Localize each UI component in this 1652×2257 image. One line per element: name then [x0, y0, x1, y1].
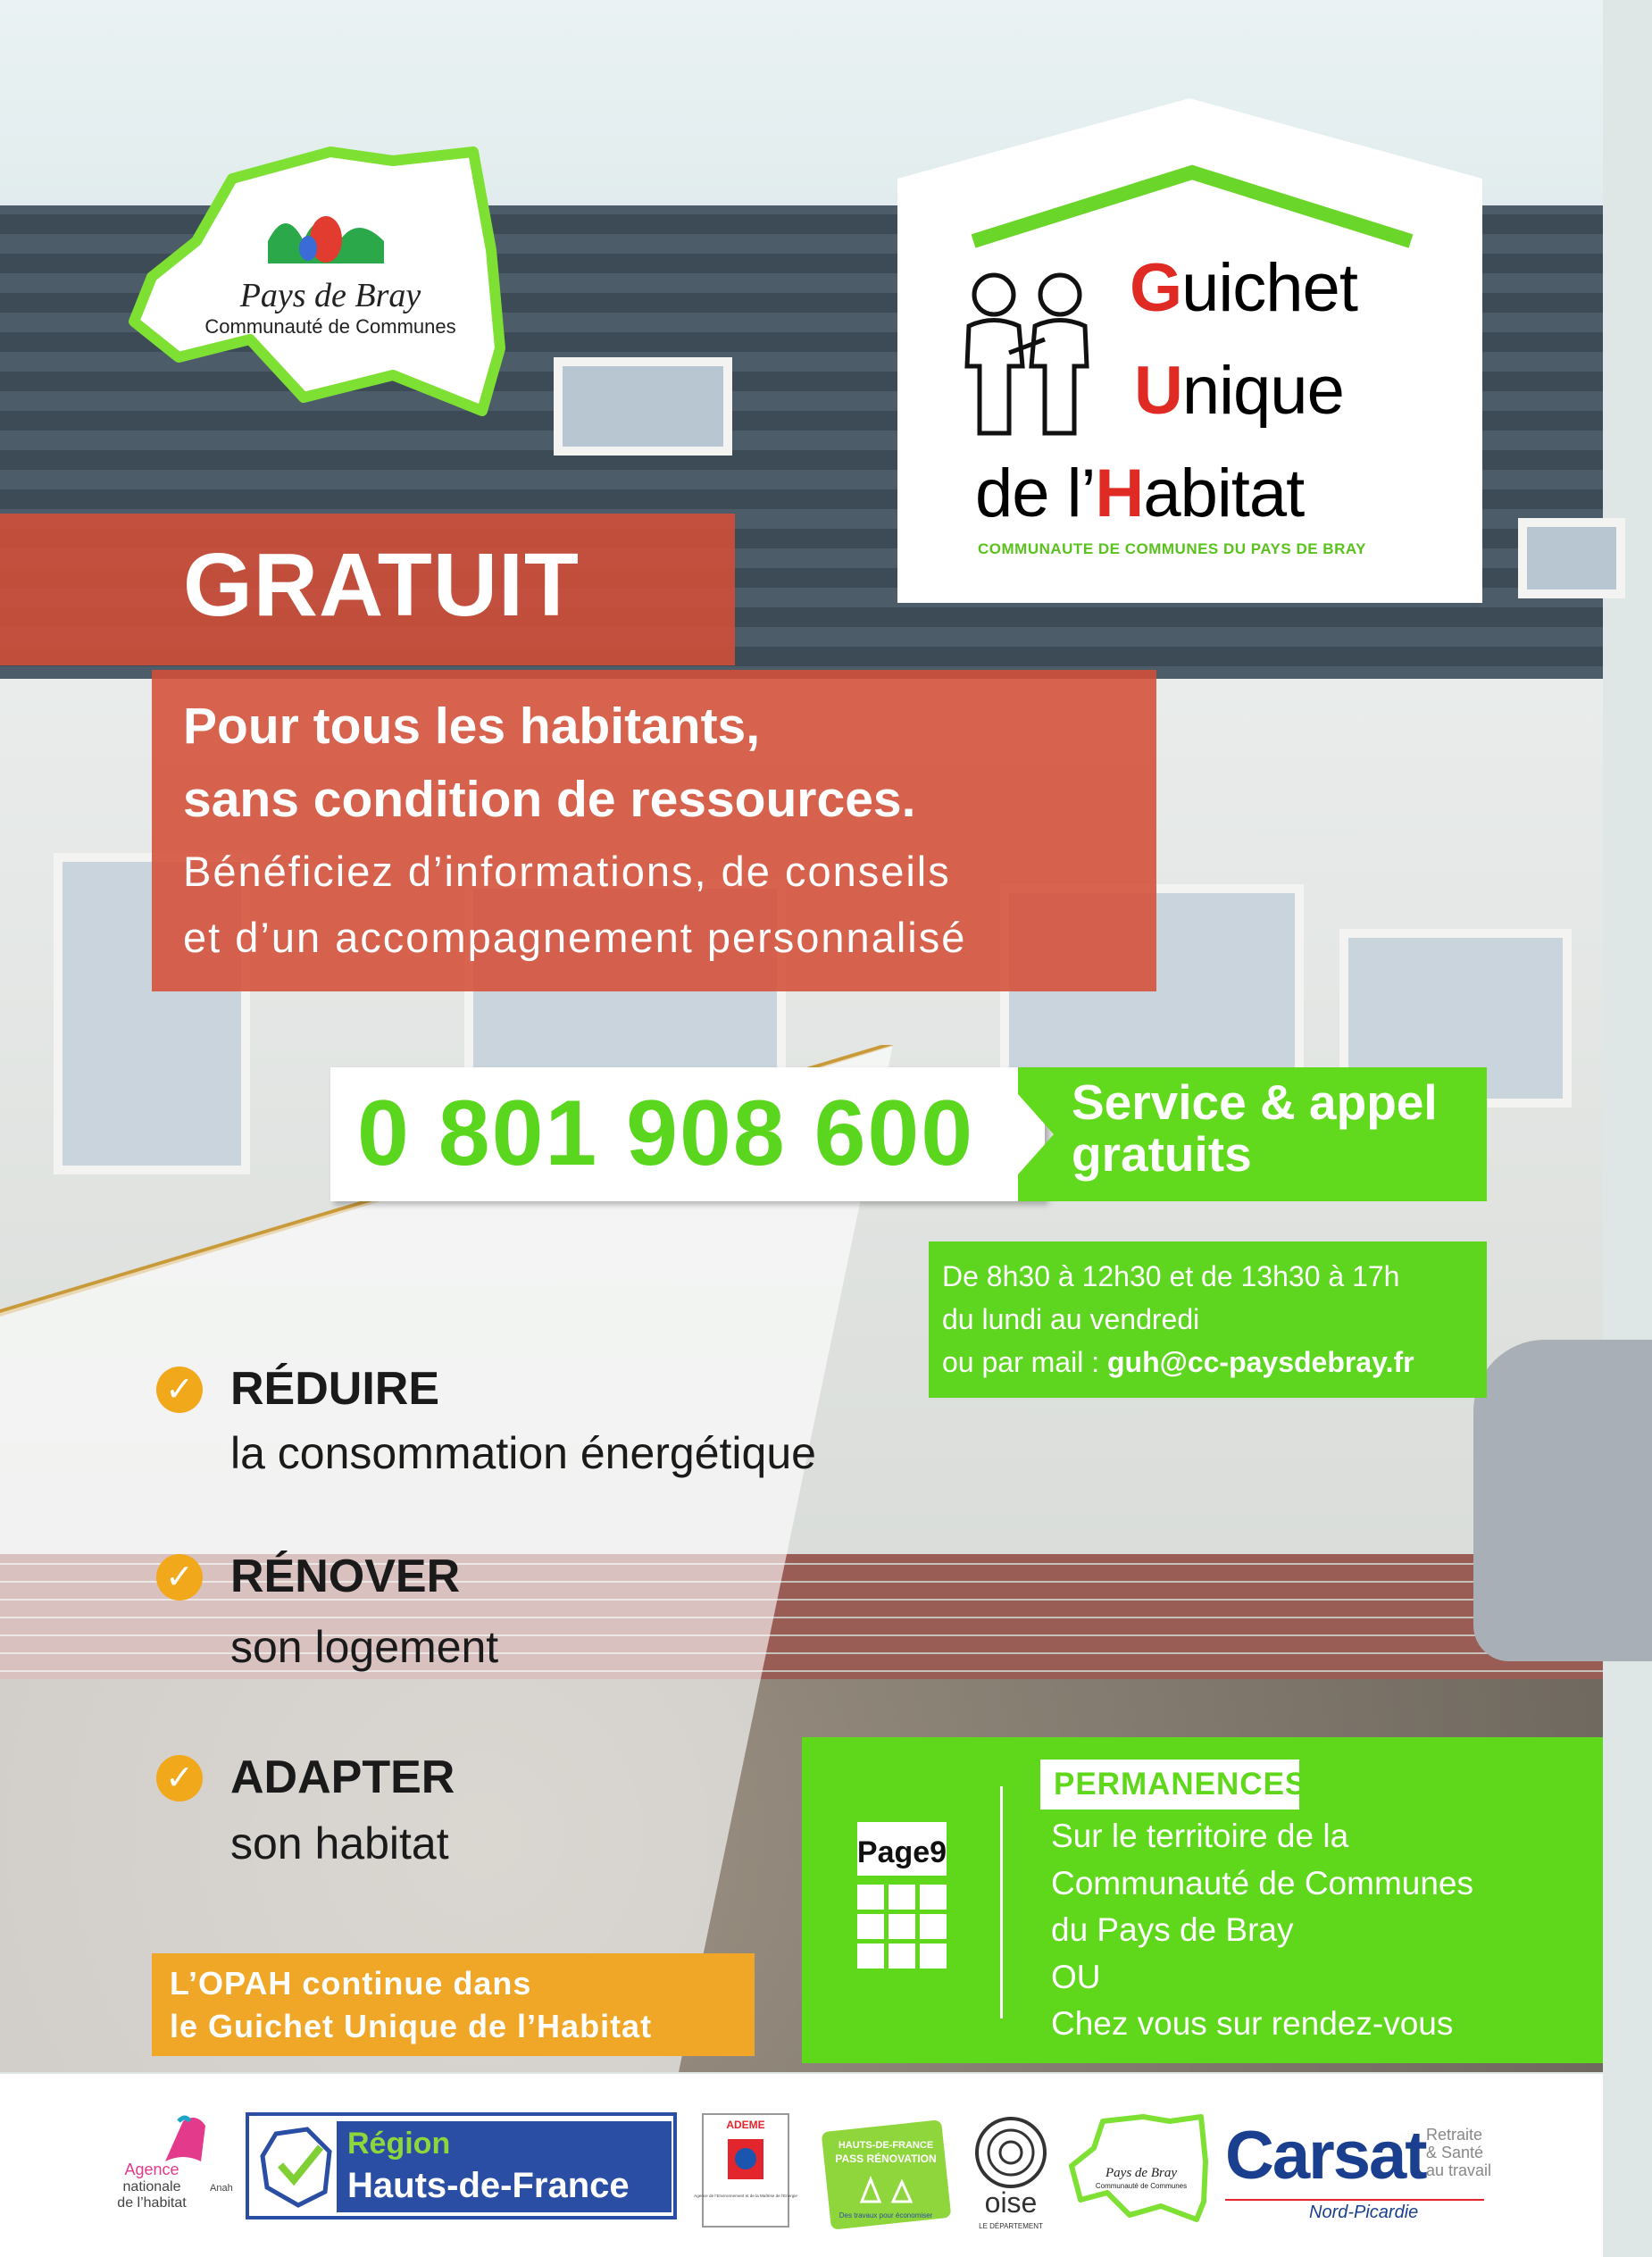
oise-name: oise: [984, 2186, 1038, 2219]
check-icon: ✓: [156, 1755, 203, 1801]
permanences-label: PERMANENCES: [1054, 1767, 1307, 1801]
service-text: Service & appel gratuits: [1072, 1074, 1438, 1182]
email-link[interactable]: guh@cc-paysdebray.fr: [1106, 1346, 1414, 1378]
permanences-line: Sur le territoire de la: [1051, 1818, 1349, 1854]
carsat-side: Retraite & Santé au travail: [1426, 2126, 1492, 2179]
pays-de-bray-logo-name: Pays de Bray: [239, 277, 421, 314]
info-line4: et d’un accompagnement personnalisé: [183, 914, 967, 961]
permanences-line: du Pays de Bray: [1051, 1911, 1294, 1948]
carsat-region: Nord-Picardie: [1304, 2203, 1423, 2223]
action-desc: la consommation énergétique: [230, 1428, 816, 1478]
action-title: RÉNOVER: [230, 1551, 461, 1602]
opah-text: L’OPAH continue dans le Guichet Unique de l’Habitat: [170, 1965, 653, 2044]
pays-de-bray-logo-sub: Communauté de Communes: [204, 315, 456, 338]
action-desc: son habitat: [230, 1818, 449, 1868]
page9-logo: [857, 1822, 947, 1974]
action-title: ADAPTER: [230, 1751, 455, 1803]
info-line2: sans condition de ressources.: [183, 771, 916, 828]
pays-de-bray-footer-logo: [1063, 2112, 1210, 2224]
anah-logo: [98, 2112, 232, 2219]
two-people-handshake-icon: [960, 268, 1094, 438]
permanences-line: Chez vous sur rendez-vous: [1051, 2005, 1454, 2042]
headline: GRATUIT: [183, 535, 580, 635]
background-car: [1473, 1340, 1652, 1661]
oise-sub: LE DÉPARTEMENT: [979, 2222, 1043, 2230]
anah-tag: Anah: [210, 2183, 233, 2194]
ademe-logo: [694, 2112, 797, 2228]
info-line3: Bénéficiez d’informations, de conseils: [183, 848, 951, 895]
guichet-title-line2: Unique: [1134, 353, 1344, 429]
bray-footer-sub: Communauté de Communes: [1095, 2182, 1188, 2190]
check-icon: ✓: [156, 1367, 203, 1413]
page9-logo-text: Page9: [856, 1835, 947, 1869]
guichet-subtitle: COMMUNAUTE DE COMMUNES DU PAYS DE BRAY: [978, 540, 1366, 557]
ademe-name: ADEME: [726, 2119, 765, 2131]
pass-line3: Des travaux pour économiser: [839, 2211, 933, 2219]
check-icon: ✓: [156, 1554, 203, 1601]
action-desc: son logement: [230, 1622, 499, 1672]
background-skylight: [554, 357, 732, 456]
bray-footer-name: Pays de Bray: [1106, 2166, 1177, 2180]
permanences-line: OU: [1051, 1959, 1101, 1995]
hours-line1: De 8h30 à 12h30 et de 13h30 à 17h: [942, 1260, 1400, 1292]
region-logo: [246, 2112, 677, 2219]
action-title: RÉDUIRE: [230, 1363, 440, 1415]
permanences-divider: [1000, 1786, 1003, 2019]
info-line1: Pour tous les habitants,: [183, 698, 761, 755]
permanences-line: Communauté de Communes: [1051, 1865, 1473, 1902]
carsat-name: Carsat: [1225, 2118, 1426, 2194]
background-skylight: [1518, 518, 1625, 598]
anah-line3: de l’habitat: [117, 2195, 187, 2211]
ademe-sub: Agence de l’Environnement et de la Maîtrise de l’Energie: [694, 2194, 797, 2198]
carsat-logo: [1225, 2117, 1493, 2224]
hours-line2: du lundi au vendredi: [942, 1303, 1200, 1335]
region-line1: Région: [347, 2127, 451, 2161]
house-roof-icon: [973, 165, 1411, 246]
france-map-icon: [258, 2125, 334, 2210]
pass-renovation-logo: [822, 2121, 951, 2228]
phone-number[interactable]: 0 801 908 600: [357, 1082, 975, 1185]
guichet-title-line3: de l’Habitat: [975, 456, 1305, 531]
pays-de-bray-logo: [125, 143, 518, 420]
region-logo-band: [337, 2121, 672, 2212]
carsat-rule: [1225, 2199, 1484, 2201]
anah-line1: Agence: [124, 2161, 179, 2178]
pass-line2: PASS RÉNOVATION: [835, 2153, 937, 2165]
anah-line2: nationale: [122, 2179, 181, 2194]
guichet-title-line1: Guichet: [1130, 250, 1357, 326]
hours-text: [942, 1255, 1414, 1383]
pass-line1: HAUTS-DE-FRANCE: [838, 2140, 934, 2151]
region-line2: Hauts-de-France: [347, 2166, 630, 2205]
oise-logo: [973, 2112, 1049, 2237]
hours-line3: ou par mail : guh@cc-paysdebray.fr: [942, 1346, 1414, 1378]
